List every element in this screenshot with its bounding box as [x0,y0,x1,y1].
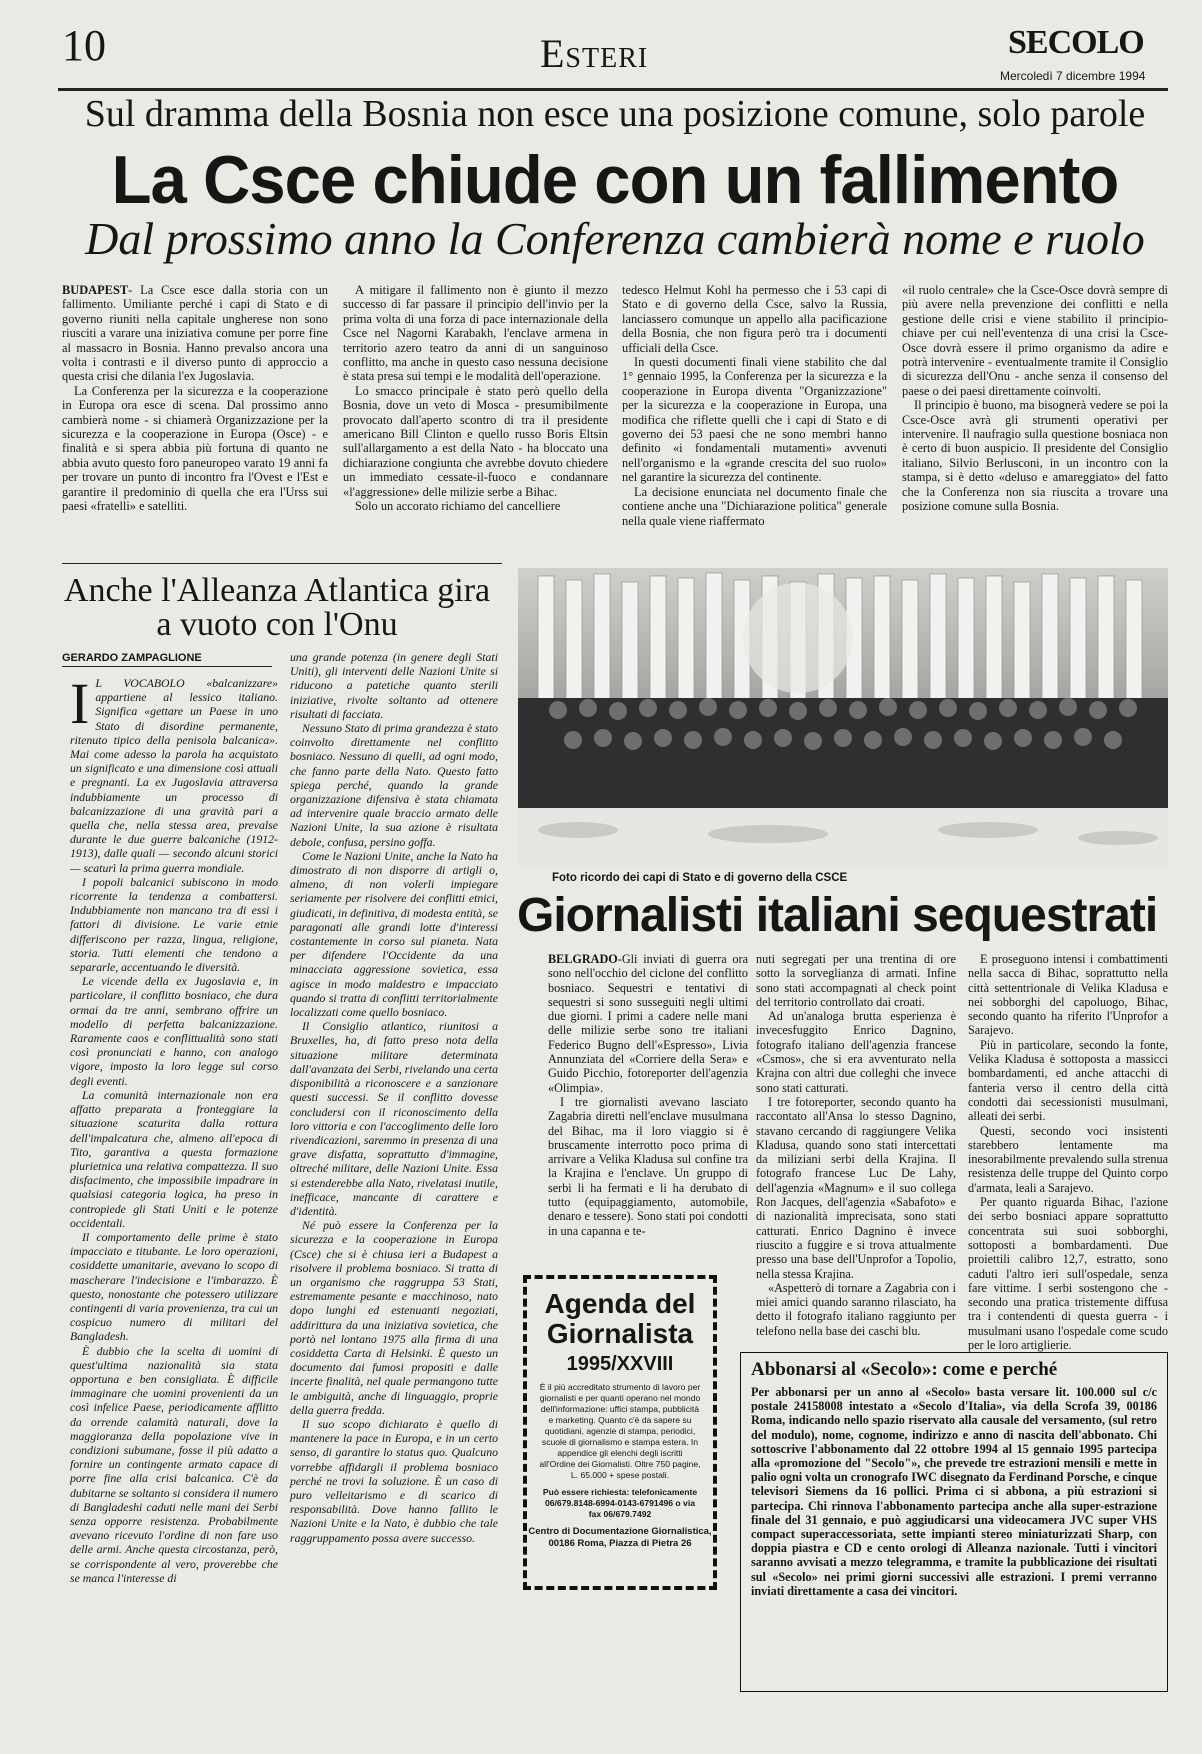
ad-phones: 06/679.8148-6994-0143-6791496 o via fax 06/679.7492 [544,1498,696,1519]
nato-column-1: I L VOCABOLO «balcanizzare» appartiene al lessico italiano. Significa «gettare un Paese in uno Stato di disordine permanente, ritenuto tipico della penisola balcanica». Mai come adesso la parola ha acquistato un significato e una dimensione così attuali e pregnanti. La ex Jugoslavia attraversa indubbiamente un processo di balcanizzazione di una gravità pari a quella che, nella stessa area, prevalse durante le due guerre balcaniche (1912-1913), dalle quali — secondo alcuni storici — scaturì la prima guerra mondiale. I popoli balcanici subiscono in modo ricorrente la tendenza a combattersi. Indubbiamente non mancano tra di essi i fattori di divisione. Le varie etnie differiscono per razza, lingua, religione, storia. Tutti elementi che tendono a separarle, accentuando le diversità. Le vicende della ex Jugoslavia e, in particolare, il conflitto bosniaco, che dura ormai da tre anni, sembrano offrire un modello di perfetta balcanizzazione. Raramente caos e conflittualità sono stati così pronunciati e hanno, con analogo vigore, imposto la loro legge sul corso degli eventi. La comunità internazionale non era affatto preparata a fronteggiare la situazione scaturita dalla rottura dell'impalcatura che, almeno all'epoca di Tito, garantiva a questa formazione plurietnica una relativa compattezza. Il suo disfacimento, che impossibile impadrare in qualsiasi categoria logica, ha preso in contropiede gli Stati Uniti e le potenze occidentali. Il comportamento delle prime è stato impacciato e titubante. Le loro operazioni, cosiddette umanitarie, avevano lo scopo di mascherare l'indecisione e l'imbarazzo. È questo, nonostante che potessero utilizzare contingenti di varia provenienza, tra cui un cospicuo numero di militari del Bangladesh. È dubbio che la scelta di uomini di quest'ultima nazionalità sia stata opportuna e ben consigliata. È difficile immaginare che uomini provenienti da un così infelice Paese, periodicamente afflitto da orrende calamità naturali, dove la maggioranza della popolazione vive in condizioni subumane, fosse il più adatto a fornire un contingente armato capace di porre fine alla crisi balcanica. C'è da dubitarne se soltanto si considera il numero di Bangladeshi caduti nelle mani dei Serbi senza opporre resistenza. Probabilmente avevano ricevuto l'ordine di non fare uso delle armi. Anche questa circostanza, però, se corrispondente al vero, proverebbe che se manca l'interesse di [70,671,278,1585]
issue-date: Mercoledì 7 dicembre 1994 [1000,69,1146,83]
main-column-1: BUDAPEST- La Csce esce dalla storia con un fallimento. Umiliante perché i capi di Stato e di governo riuniti nella capitale ungherese non sono riusciti a varare una iniziativa comune per porre fine al massacro in Bosnia. Hanno prevalso ancora una volta i contrasti e il diverso punto di approccio a questa crisi che dilania l'ex Jugoslavia. La Conferenza per la sicurezza e la cooperazione in Europa ora esce di scena. Dal prossimo anno cambierà nome - si chiamerà Organizzazione per la sicurezza e la cooperazione in Europa (Osce) - e finalità e si spera abbia più fortuna di quanto ne abbia avuto questo foro paneuropeo varato 19 anni fa per trovare un punto di incontro fra l'Ovest e l'Est e garantire il predominio di quella che era l'Urss sui paesi «fratelli» e satelliti. [62,283,328,514]
subscription-box [740,1352,1168,1692]
main-column-3: tedesco Helmut Kohl ha permesso che i 53 capi di Stato e di governo della Csce, salvo la Russia, lanciassero comunque un appello alla pacificazione della Bosnia, che non figura però tra i documenti ufficiali della Csce. In questi documenti finali viene stabilito che dal 1° gennaio 1995, la Conferenza per la sicurezza e la cooperazione in Europa diventa "Organizzazione" per la sicurezza e la cooperazione in Europa, una modifica che riflette quelli che i capi di Stato e di governo dei 53 paesi che ne sono membri hanno definito «i fondamentali mutamenti» avvenuti nell'organismo e la «grande crescita del suo ruolo» nel garantire la sicurezza del continente. La decisione enunciata nel documento finale che contiene anche una "Dichiarazione politica" generale nella quale viene riaffermato [622,283,887,528]
journalists-column-2: nuti segregati per una trentina di ore sotto la sorveglianza di armati. Infine sono stati accompagnati al check point del territorio controllato dai croati. Ad un'analoga brutta esperienza è invecesfuggito Enrico Dagnino, fotografo italiano dell'agenzia francese «Csmos», che si era avventurato nella Krajna con altri due colleghi che invece sono stati catturati. I tre fotoreporter, secondo quanto ha raccontato all'Ansa lo stesso Dagnino, stavano cercando di raggiungere Velika Kladusa, quando sono stati intercettati da miliziani serbi della Krajina. Il fotografo francese Luc De Lahy, dell'agenzia «Magnum» e il suo collega Ron Jacques, dell'agenzia «Sabafoto» e di nazionalità imprecisata, sono stati catturati. Enrico Dagnino è invece riuscito a fuggire e si trova attualmente presso una base dell'Unprofor a Topolio, nella stessa Krajina. «Aspetterò di tornare a Zagabria con i miei amici quando saranno rilasciato, ha detto il fotografo italiano raggiunto per telefono nella base dei caschi blu. [756,952,956,1338]
main-headline: La Csce chiude con un fallimento [111,142,1119,218]
subscription-body: Per abbonarsi per un anno al «Secolo» basta versare lit. 100.000 sul c/c postale 24158008 intestato a «Secolo d'Italia», via della Scrofa 39, 00186 Roma, indicando nello spazio riservato alla causale del versamento, (sul retro del modulo), nome, cognome, indirizzo e anno di nascita dell'abbonato. Chi sottoscrive l'abbonamento dal 22 ottobre 1994 al 15 gennaio 1995 partecipa alla «promozione del "Secolo"», che prevede tre estrazioni mensili e mette in palio ogni volta un cronografo IWC disegnato da Ferdinand Porsche, e cinque televisori Siemens da 16 pollici. Prima ci si abbona, a più estrazioni si partecipa. Chi rinnova l'abbonamento partecipa anche alla super-estrazione finale del 31 gennaio, e può aggiudicarsi una videocamera JVC super VHS compact superaccessoriata, sette impianti stereo miniaturizzati Sharp, con doppia piastra e CD e cento orologi di Alleanza nazionale. Tutti i vincitori saranno avvisati a mezzo telegramma, e tramite la pubblicazione dei risultati sul «Secolo» nei primi giorni successivi alle estrazioni. I premi verranno inviati direttamente a casa dei vincitori. [751,1385,1157,1598]
section-title: Esteri [540,31,649,76]
nato-headline: Anche l'Alleanza Atlantica gira a vuoto con l'Onu [63,572,491,643]
story-rule [62,563,502,564]
group-photo-illustration [518,568,1168,870]
main-dateline: BUDAPEST [62,283,129,297]
main-column-4: «il ruolo centrale» che la Csce-Osce dovrà sempre di più avere nella prevenzione dei conflitti e nella gestione delle crisi e viene stabilito il principio-chiave per cui nell'eventenza di una crisi la Csce-Osce dovrà essere il primo organismo da adire e potrà intervenire - eventualmente tramite il Consiglio di sicurezza dell'Onu - anche senza il consenso del paese o dei paesi direttamente coinvolti. Il principio è buono, ma bisognerà vedere se poi la Csce-Osce avrà gli strumenti operativi per intervenire. Il naufragio sulla questione bosniaca non è certo di buon auspicio. Il presidente del Consiglio italiano, Silvio Berlusconi, in un incontro con la stampa, si è detto «deluso e amareggiato» del fatto che la Conferenza non sia riuscita a trovare una posizione comune sulla Bosnia. [902,283,1168,514]
agenda-ad [523,1275,717,1590]
nato-column-2: una grande potenza (in genere degli Stati Uniti), gli interventi delle Nazioni Unite si riducono a patetiche quanto sterili iniziative, rivolte soltanto ad ottenere risultati di facciata. Nessuno Stato di prima grandezza è stato coinvolto direttamente nel conflitto bosniaco. Nessuno di quelli, ad ogni modo, che fanno parte della Nato. Questo fatto spiega perché, quando la grande organizzazione difensiva è stata chiamata ad intervenire quale braccio armato delle Nazioni Unite, la sua azione è risultata debole, confusa, persino goffa. Come le Nazioni Unite, anche la Nato ha dimostrato di non disporre di artigli o, almeno, di non volerli impiegare seriamente per risolvere dei conflitti etnici, giudicati, in definitiva, di modesta entità, se paragonati alle grandi lotte d'interessi costantemente in corso sul pianeta. Nata per difendere l'Occidente da una minacciata aggressione sovietica, essa agisce in modo maldestro e impacciato quando si tratta di conflitti territorialmente localizzati come quello bosniaco. Il Consiglio atlantico, riunitosi a Bruxelles, ha, di fatto preso nota della situazione militare determinata dall'avanzata dei Serbi, rivelando una certa disponibilità a riconoscere e a sanzionare questi successi. Se il conflitto dovesse concludersi con il riconoscimento della loro vittoria e con l'accoglimento delle loro rivendicazioni, saremmo in presenza di una grave disfatta, soprattutto d'immagine, oltreché militare, delle Nazioni Unite. Essa si estenderebbe alla Nato, rivelatasi inutile, inefficace, mancante di carattere e d'identità. Né può essere la Conferenza per la sicurezza e la cooperazione in Europa (Csce) che si è chiusa ieri a Budapest a risolvere il problema bosniaco. Si tratta di un organismo che raggruppa 53 Stati, estremamente pesante e macchinoso, nato dopo lunghi ed estenuanti negoziati, addirittura da una iniziativa sovietica, che portò nel lontano 1975 alla firma di una cosiddetta Carta di Helsinki. È questo un documento dai fumosi propositi e dalle incerte finalità, nel quale permangono tutte le ambiguità, anche di linguaggio, proprie della guerra fredda. Il suo scopo dichiarato è quello di mantenere la pace in Europa, e in un certo senso, di garantire lo status quo. Qualcuno vorrebbe affidargli il problema bosniaco perché ne trovi la soluzione. È un caso di puro velleitarismo e di scarico di responsabilità. Dove hanno fallito le Nazioni Unite e la Nato, è dubbio che tale raggruppamento possa avere successo. [290,650,498,1545]
header-rule [58,88,1168,91]
journalists-column-3: E proseguono intensi i combattimenti nella sacca di Bihac, soprattutto nella città settentrionale di Velika Kladusa e nei sobborghi del capoluogo, Bihac, secondo quanto ha riferito l'Unprofor a Sarajevo. Più in particolare, secondo la fonte, Velika Kladusa è sottoposta a massicci bombardamenti, ed anche attacchi di fanteria verso il centro della città condotti dai secessionisti musulmani, alleati dei serbi. Questi, secondo voci insistenti starebbero lentamente ma inesorabilmente prevalendo sulla strenua resistenza delle truppe del Quinto corpo d'armata, leali a Sarajevo. Per quanto riguarda Bihac, l'azione dei serbo bosniaci appare soprattutto concentrata sui suoi sobborghi, sottoposti a bombardamenti. Due proiettili calibro 12,7, estratto, sono caduti l'altro ieri sull'ospedale, senza fare vittime. I serbi sostengono che - secondo una pratica tristemente diffusa tra i contendenti di questa guerra - i musulmani usano l'ospedale come scudo per le loro artiglierie. [968,952,1168,1353]
ad-title: Agenda del Giornalista [544,1288,696,1349]
journalists-dateline: BELGRADO [548,952,618,966]
ad-order-label: Può essere richiesta: telefonicamente [542,1487,698,1497]
drop-cap: I [70,671,90,736]
photo-caption: Foto ricordo dei capi di Stato e di governo della CSCE [552,872,848,884]
page-number: 10 [62,21,106,70]
masthead: SECOLO [1008,24,1144,61]
ad-year: 1995/XXVIII [566,1353,674,1375]
journalists-headline: Giornalisti italiani sequestrati [517,889,1158,942]
main-kicker: Sul dramma della Bosnia non esce una posizione comune, solo parole [84,93,1146,135]
journalists-column-1: BELGRADO-Gli inviati di guerra ora sono nell'occhio del ciclone del conflitto bosniaco. Sequestri e tentativi di sequestri si sono susseguiti negli ultimi due giorni. I primi a cadere nelle mani delle milizie serbe sono tre italiani Federico Bugno dell'«Espresso», Livia Annunziata del «Corriere della Sera» e Guido Picchio, fotoreporter dell'agenzia «Olimpia». I tre giornalisti avevano lasciato Zagabria diretti nell'enclave musulmana del Bihac, ma il loro viaggio si è bruscamente interrotto poco prima di arrivare a Velika Kladusa sul confine tra la Krajina e l'enclave. Un gruppo di serbi li ha fermati e li ha derubato di tutto (equipaggiamento, automobile, denaro e tessere). Sono stati poi condotti in una capanna e te- [548,952,748,1238]
byline: GERARDO ZAMPAGLIONE [62,652,202,664]
subscription-title: Abbonarsi al «Secolo»: come e perché [751,1359,1058,1380]
ad-body: È il più accreditato strumento di lavoro per giornalisti e per quanti operano nel mondo dell'informazione: uffici stampa, pubblicità e marketing. Quanto c'è da sapere su quotidiani, agenzie di stampa, periodici, scuole di giornalismo e stampa estera. In appendice gli elenchi degli iscritti all'Ordine dei Giornalisti. Oltre 750 pagine, L. 65.000 + spese postali. [539,1382,701,1480]
main-subhead: Dal prossimo anno la Conferenza cambierà nome e ruolo [85,213,1145,264]
ad-footer: Centro di Documentazione Giornalistica, 00186 Roma, Piazza di Pietra 26 [528,1526,712,1549]
byline-rule [62,666,272,667]
summit-photo [518,568,1168,870]
main-column-2: A mitigare il fallimento non è giunto il mezzo successo di far passare il principio dell'invio per la prima volta di una forza di pace internazionale della Csce nel Nagorni Karabakh, l'enclave armena in territorio azero teatro da anni di un sanguinoso conflitto, ma anche in questo caso nessuna decisione è stata presa sui tempi e le modalità dell'operazione. Lo smacco principale è stato però quello della Bosnia, dove un veto di Mosca - presumibilmente provocato dall'aperto scontro di tra il presidente americano Bill Clinton e quello russo Boris Eltsin sull'allargamento a est della Nato - ha bloccato una dichiarazione congiunta che avrebbe dovuto chiedere un immediato cessate-il-fuoco e condannare «l'aggressione» delle milizie serbe a Bihac. Solo un accorato richiamo del cancelliere [343,283,608,514]
